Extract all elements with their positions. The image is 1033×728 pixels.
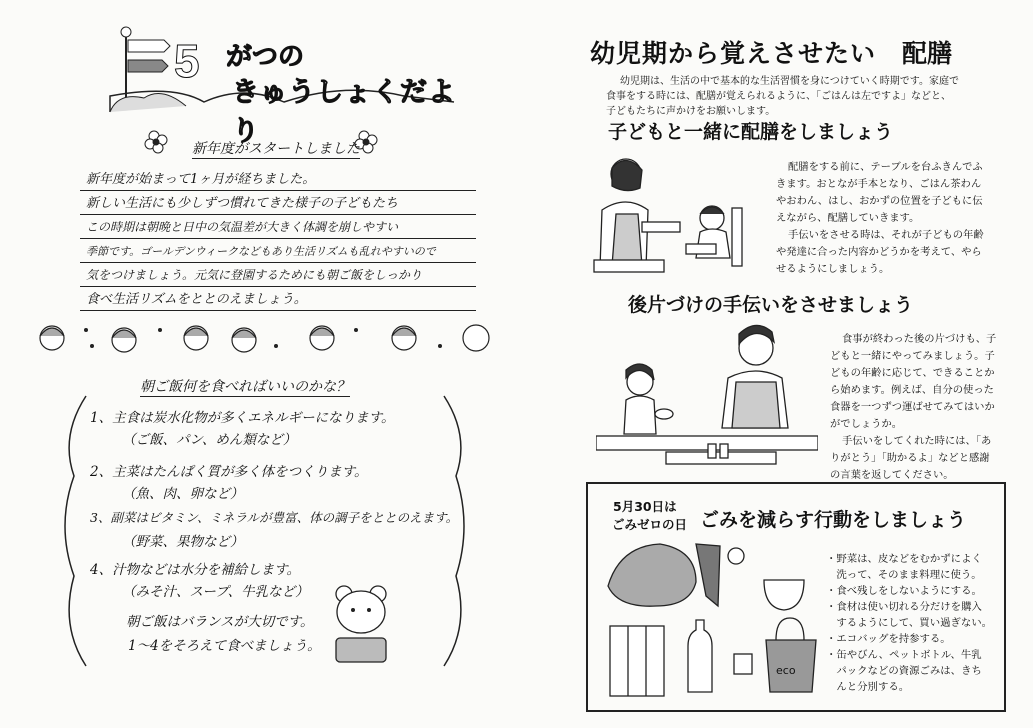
breakfast-item-examples: （みそ汁、スープ、牛乳など） xyxy=(122,584,309,600)
serving-title-emphasis: 配膳 xyxy=(902,39,953,68)
section2-para: りがとう」「助かるよ」などと感謝 xyxy=(830,452,990,464)
new-year-line: 食べ生活リズムをととのえましょう。 xyxy=(80,289,476,311)
breakfast-item: 4、汁物などは水分を補給します。 xyxy=(90,562,301,578)
eco-list-item: ・野菜は、皮などをむかずによく xyxy=(826,553,982,565)
section1-para: 手伝いをさせる時は、それが子どもの年齢 xyxy=(788,229,984,241)
breakfast-item-examples: （魚、肉、卵など） xyxy=(122,486,244,502)
father-child-cleanup-illustration xyxy=(596,318,818,468)
section1-para: や発達に合った内容かどうかを考えて、やら xyxy=(776,246,982,258)
eco-list-item: ・エコバッグを持参する。 xyxy=(826,633,951,645)
eco-list-item: ・缶やびん、ペットボトル、牛乳 xyxy=(826,649,982,661)
section2-para: どもと一緒にやってみましょう。子 xyxy=(830,350,995,362)
serving-title: 幼児期から覚えさせたい xyxy=(590,39,877,68)
breakfast-item-examples: （野菜、果物など） xyxy=(122,534,244,550)
section1-para: 配膳をする前に、テーブルを台ふきんでふ xyxy=(788,161,983,173)
breakfast-item: 3、副菜はビタミン、ミネラルが豊富、体の調子をととのえます。 xyxy=(90,510,459,525)
section1-para: せるようにしましょう。 xyxy=(776,263,890,275)
mother-child-serving-illustration xyxy=(582,148,752,280)
new-year-heading: 新年度がスタートしました xyxy=(192,138,360,159)
intro-line: 幼児期は、生活の中で基本的な生活習慣を身につけていく時期です。家庭で xyxy=(620,76,959,87)
masthead-title-bottom: きゅうしょくだより xyxy=(232,77,456,147)
eco-list-item: ・食材は使い切れる分だけを購入 xyxy=(826,601,982,613)
section2-para: ら始めます。例えば、自分の使った xyxy=(830,384,994,396)
zero-waste-day-label: ごみゼロの日 xyxy=(612,517,688,532)
section2-para: 食器を一つずつ運ばせてみてはいか xyxy=(830,401,995,413)
eco-list-item: 洗って、そのまま料理に使う。 xyxy=(826,569,982,581)
section-heading: 子どもと一緒に配膳をしましょう xyxy=(608,121,894,143)
eco-heading: ごみを減らす行動をしましょう xyxy=(700,509,967,531)
new-year-line: 気をつけましょう。元気に登園するためにも朝ご飯をしっかり xyxy=(80,265,476,287)
new-year-line: この時期は朝晩と日中の気温差が大きく体調を崩しやすい xyxy=(80,217,476,239)
section2-para: の言葉を返してください。 xyxy=(830,469,954,481)
section1-para: やおわん、はし、おかずの位置を子どもに伝 xyxy=(776,195,983,207)
intro-line: 食事をする時には、配膳が覚えられるように、「ごはんは左ですよ」などと、 xyxy=(606,91,951,102)
section1-para: えながら、配膳していきます。 xyxy=(776,212,920,224)
section2-para: どもの年齢に応じて、できることか xyxy=(830,367,995,379)
breakfast-item: 1、主食は炭水化物が多くエネルギーになります。 xyxy=(90,410,395,426)
section2-para: がでしょうか。 xyxy=(830,418,903,430)
eco-list-item: パックなどの資源ごみは、きち xyxy=(826,665,982,677)
masthead-title-top: がつの xyxy=(226,42,305,72)
new-year-line: 季節です。ゴールデンウィークなどもあり生活リズムも乱れやすいので xyxy=(80,241,476,263)
section2-para: 手伝いをしてくれた時には、「あ xyxy=(842,435,992,447)
eco-list-item: んと分別する。 xyxy=(826,681,910,693)
eco-illustrations xyxy=(600,536,818,702)
eco-list-item: ・食べ残しをしないようにする。 xyxy=(826,585,982,597)
section2-para: 食事が終わった後の片づけも、子 xyxy=(842,333,997,345)
flower-icon xyxy=(140,126,180,156)
breakfast-item: 2、主菜はたんぱく質が多く体をつくります。 xyxy=(90,464,368,480)
breakfast-item-examples: （ご飯、パン、めん類など） xyxy=(122,432,297,448)
section-heading: 後片づけの手伝いをさせましょう xyxy=(628,294,914,316)
masthead-number: 5 xyxy=(174,35,200,87)
eco-list-item: するようにして、買い過ぎない。 xyxy=(826,617,993,629)
breakfast-closing: 朝ご飯はバランスが大切です。 xyxy=(126,614,314,630)
breakfast-closing: 1〜4をそろえて食べましょう。 xyxy=(128,638,321,654)
bear-eating-illustration xyxy=(326,582,396,666)
section1-para: きます。おとなが手本となり、ごはん茶わん xyxy=(776,178,982,190)
kids-decoration-row xyxy=(30,316,500,362)
eco-bag-label: eco xyxy=(776,664,796,677)
breakfast-title: 朝ご飯何を食べればいいのかな？ xyxy=(140,376,350,397)
new-year-line: 新年度が始まって1ヶ月が経ちました。 xyxy=(80,169,476,191)
zero-waste-date: 5月30日は xyxy=(613,499,677,514)
new-year-line: 新しい生活にも少しずつ慣れてきた様子の子どもたち xyxy=(80,193,476,215)
masthead xyxy=(104,26,464,147)
intro-line: 子どもたちに声かけをお願いします。 xyxy=(606,106,776,117)
